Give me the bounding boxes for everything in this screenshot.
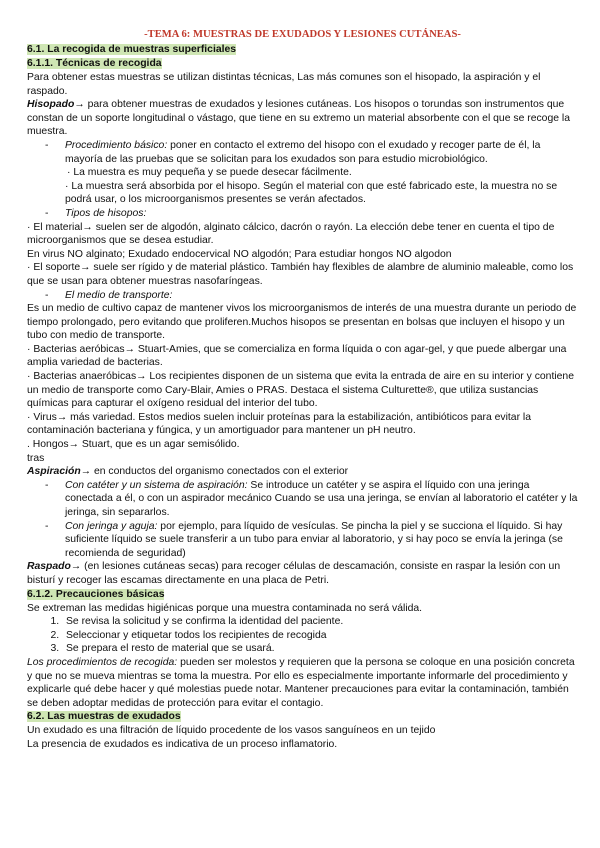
arrow-glyph: → bbox=[70, 561, 82, 573]
section-heading-text: 6.1.1. Técnicas de recogida bbox=[27, 58, 162, 69]
hisopado-term: Hisopado bbox=[27, 99, 75, 111]
dash-bullet: - bbox=[45, 207, 49, 219]
tipos-hisopos-label: Tipos de hisopos: bbox=[65, 207, 147, 219]
section-heading-6-1-2 bbox=[27, 588, 578, 602]
exudado-presence: La presencia de exudados es indicativa de un proceso inflamatorio. bbox=[27, 738, 338, 750]
raspado-paragraph bbox=[27, 560, 578, 587]
jeringa-item bbox=[27, 520, 578, 561]
precauciones-intro: Se extreman las medidas higiénicas porque una muestra contaminada no será válida. bbox=[27, 602, 423, 614]
procedimiento-text: poner en contacto el extremo del hisopo con el exudado y recoger parte de él, la mayoría de las pruebas que se solicitan para los exudados son para estudio microbiológico. bbox=[65, 139, 541, 165]
material-paragraph: · El material→ suelen ser de algodón, alginato cálcico, dacrón o rayón. La elección debe tener en cuenta el tipo de microorganismos que se desea estudiar. bbox=[27, 221, 555, 247]
tras-line: tras bbox=[27, 452, 45, 464]
procedimiento-subitem: · La muestra será absorbida por el hisopo. Según el material con que esté fabricado este, la muestra no se podrá usar, o los microorganismos presentes se verán afectados. bbox=[65, 180, 558, 206]
jeringa-text: por ejemplo, para líquido de vesículas. Se pincha la piel y se succiona el líquido. Si hay suficiente líquido se suele transferir a un tubo para enviar al laboratorio, y si hay poco se envía la jeringa (se recomienda de seguridad) bbox=[65, 520, 563, 559]
hisopado-paragraph bbox=[27, 98, 578, 139]
dash-bullet: - bbox=[45, 520, 49, 532]
arrow-glyph: → bbox=[74, 99, 85, 111]
section-heading-text: 6.1. La recogida de muestras superficiales bbox=[27, 44, 237, 55]
medio-transporte-paragraph: Es un medio de cultivo capaz de mantener vivos los microorganismos de interés de una muestra durante un periodo de tiempo prolongado, pero evitando que proliferen.Muchos hisopos se presentan en bolsas que incluyen el hisopo y un tubo con medio de transporte. bbox=[27, 303, 577, 342]
list-item: 1. Se revisa la solicitud y se confirma la identidad del paciente. bbox=[62, 615, 578, 629]
procedimientos-recogida-text: pueden ser molestos y requieren que la persona se coloque en una posición concreta y que no se mueva mientras se toma la muestra. Por ello es especialmente importante informarle del procedimiento y explicarle qué debe hacer y qué molestias puede notar. Mantener precauciones para evitar la contaminación, también se deben adoptar medidas de protección para evitar el contagio. bbox=[27, 656, 575, 709]
virus-paragraph: · Virus→ más variedad. Estos medios suelen incluir proteínas para la estabilización, antibióticos para evitar la contaminación bacteriana y fúngica, y un amortiguador para mantener un pH neutro. bbox=[27, 411, 532, 437]
list-item: 3. Se prepara el resto de material que se usará. bbox=[62, 642, 578, 656]
virus-alginato-line: En virus NO alginato; Exudado endocervical NO algodón; Para estudiar hongos NO algodon bbox=[27, 248, 452, 260]
medio-transporte-item bbox=[27, 289, 578, 303]
section-heading-6-2 bbox=[27, 710, 578, 724]
section-heading-6-1 bbox=[27, 43, 578, 57]
aerobicas-paragraph: · Bacterias aeróbicas→ Stuart-Amies, que se comercializa en forma líquida o con agar-gel, y que puede albergar una amplia variedad de bacterias. bbox=[27, 343, 567, 369]
dash-bullet: - bbox=[45, 289, 49, 301]
raspado-term: Raspado bbox=[27, 561, 71, 573]
dash-bullet: - bbox=[45, 479, 49, 491]
exudado-definition: Un exudado es una filtración de líquido procedente de los vasos sanguíneos en un tejido bbox=[27, 725, 436, 737]
aspiracion-term: Aspiración bbox=[27, 466, 81, 478]
section-heading-6-1-1 bbox=[27, 57, 578, 71]
precauciones-list bbox=[27, 615, 578, 656]
procedimientos-recogida-paragraph bbox=[27, 656, 578, 710]
page-title: -TEMA 6: MUESTRAS DE EXUDADOS Y LESIONES CUTÁNEAS- bbox=[144, 29, 461, 40]
jeringa-label: Con jeringa y aguja: bbox=[65, 520, 158, 532]
cateter-label: Con catéter y un sistema de aspiración: bbox=[65, 479, 248, 491]
section-heading-text: 6.2. Las muestras de exudados bbox=[27, 711, 181, 723]
soporte-paragraph: · El soporte→ suele ser rígido y de material plástico. También hay flexibles de alambre de aluminio maleable, como los que se usan para obtener muestras nasofaríngeas. bbox=[27, 262, 574, 287]
cateter-item bbox=[27, 479, 578, 520]
section-heading-text: 6.1.2. Precauciones básicas bbox=[27, 588, 165, 600]
anaerobicas-paragraph: · Bacterias anaeróbicas→ Los recipientes disponen de un sistema que evita la entrada de aire en su interior y contiene un medio de transporte como Cary-Blair, Amies o PRAS. Destaca el sistema Culturette®, que utiliza sustancias químicas para capturar el oxígeno residual del interior del tubo. bbox=[27, 371, 574, 410]
medio-transporte-label: El medio de transporte: bbox=[65, 289, 173, 301]
aspiracion-paragraph bbox=[27, 465, 578, 479]
arrow-glyph: → bbox=[80, 466, 92, 478]
dash-bullet: - bbox=[45, 139, 49, 151]
procedimiento-item bbox=[27, 139, 578, 166]
procedimientos-recogida-label: Los procedimientos de recogida: bbox=[27, 656, 178, 668]
intro-paragraph: Para obtener estas muestras se utilizan distintas técnicas, Las más comunes son el hisopado, la aspiración y el raspado. bbox=[27, 72, 541, 97]
aspiracion-text: en conductos del organismo conectados con el exterior bbox=[91, 466, 349, 478]
procedimiento-label: Procedimiento básico: bbox=[65, 139, 168, 151]
hongos-paragraph: . Hongos→ Stuart, que es un agar semisólido. bbox=[27, 439, 240, 451]
list-item: 2. Seleccionar y etiquetar todos los recipientes de recogida bbox=[62, 629, 578, 643]
procedimiento-subitem: · La muestra es muy pequeña y se puede desecar fácilmente. bbox=[67, 167, 352, 179]
raspado-text: (en lesiones cutáneas secas) para recoger células de descamación, consiste en raspar la lesión con un bisturí y recoger las escamas directamente en una placa de Petri. bbox=[27, 561, 561, 586]
cateter-text: Se introduce un catéter y se aspira el líquido con una jeringa conectada a él, o con un aspirador mecánico Cuando se usa una jeringa, se envían al laboratorio el catéter y la jeringa, sin separarlos. bbox=[65, 479, 578, 518]
tipos-hisopos-item bbox=[27, 207, 578, 221]
hisopado-text: para obtener muestras de exudados y lesiones cutáneas. Los hisopos o torundas son instrumentos que constan de un soporte longitudinal o vástago, que tiene en su extremo un material absorbente con el que se recoge la muestra. bbox=[27, 99, 570, 138]
